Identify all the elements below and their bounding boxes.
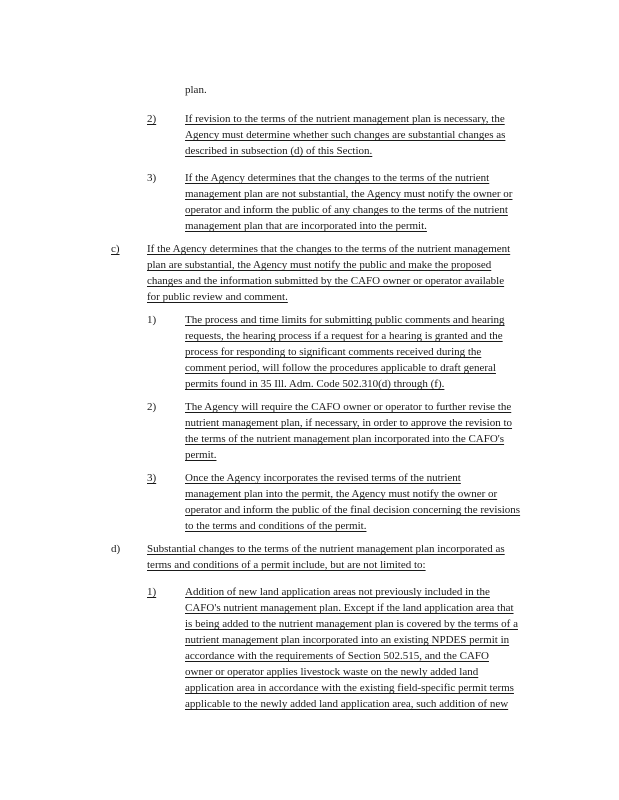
c-3-line-1: Once the Agency incorporates the revised terms of the nutrient: [185, 472, 461, 484]
c-1-line-5: permits found in 35 Ill. Adm. Code 502.310(d) through (f).: [185, 378, 445, 390]
marker-c: c): [111, 243, 120, 255]
c-2-line-3: the terms of the nutrient management plan incorporated into the CAFO's: [185, 433, 505, 445]
c3-line-3: operator and inform the public of any changes to the terms of the nutrient: [185, 204, 508, 216]
c-1-line-1: The process and time limits for submitting public comments and hearing: [185, 314, 505, 326]
c-2-line-1: The Agency will require the CAFO owner or operator to further revise the: [185, 401, 512, 413]
d-1-line-5: accordance with the requirements of Section 502.515, and the CAFO: [185, 650, 489, 662]
marker-c-2: 2): [147, 401, 157, 413]
marker-c-3: 3): [147, 472, 157, 484]
marker-c3: 3): [147, 172, 157, 184]
c-1-line-3: process for responding to significant comments received during the: [185, 346, 482, 358]
c2-line-1: If revision to the terms of the nutrient management plan is necessary, the: [185, 113, 505, 125]
c3-line-2: management plan are not substantial, the Agency must notify the owner or: [185, 188, 513, 200]
marker-d-1: 1): [147, 586, 157, 598]
c3-line-1: If the Agency determines that the changes to the terms of the nutrient: [185, 172, 490, 184]
d-1-line-8: applicable to the newly added land application area, such addition of new: [185, 698, 509, 710]
c3-line-4: management plan that are incorporated into the permit.: [185, 220, 427, 232]
d-1-line-3: is being added to the nutrient management plan is covered by the terms of a: [185, 618, 518, 630]
d-1-line-6: owner or operator applies livestock waste on the newly added land: [185, 666, 479, 678]
c2-line-2: Agency must determine whether such changes are substantial changes as: [185, 129, 506, 141]
d-line-2: terms and conditions of a permit include, but are not limited to:: [147, 559, 426, 571]
marker-c-1: 1): [147, 314, 157, 326]
c-line-1: If the Agency determines that the changes to the terms of the nutrient management: [147, 243, 511, 255]
c-line-4: for public review and comment.: [147, 291, 288, 303]
d-1-line-1: Addition of new land application areas not previously included in the: [185, 586, 490, 598]
d-1-line-2: CAFO's nutrient management plan. Except if the land application area that: [185, 602, 514, 614]
marker-c2: 2): [147, 113, 157, 125]
c-2-line-2: nutrient management plan, if necessary, in order to approve the revision to: [185, 417, 513, 429]
d-1-line-4: nutrient management plan incorporated into an existing NPDES permit in: [185, 634, 510, 646]
c-3-line-2: management plan into the permit, the Agency must notify the owner or: [185, 488, 498, 500]
c-line-3: changes and the information submitted by the CAFO owner or operator available: [147, 275, 505, 287]
c-1-line-2: requests, the hearing process if a request for a hearing is granted and the: [185, 330, 503, 342]
c-3-line-4: to the terms and conditions of the permit.: [185, 520, 367, 532]
c-3-line-3: operator and inform the public of the final decision concerning the revisions: [185, 504, 521, 516]
d-1-line-7: application area in accordance with the existing field-specific permit terms: [185, 682, 514, 694]
c2-line-3: described in subsection (d) of this Section.: [185, 145, 373, 157]
intro-text: plan.: [185, 84, 207, 96]
c-line-2: plan are substantial, the Agency must notify the public and make the proposed: [147, 259, 492, 271]
marker-d: d): [111, 543, 121, 555]
d-line-1: Substantial changes to the terms of the nutrient management plan incorporated as: [147, 543, 505, 555]
c-1-line-4: comment period, will follow the procedures applicable to draft general: [185, 362, 496, 374]
c-2-line-4: permit.: [185, 449, 217, 461]
